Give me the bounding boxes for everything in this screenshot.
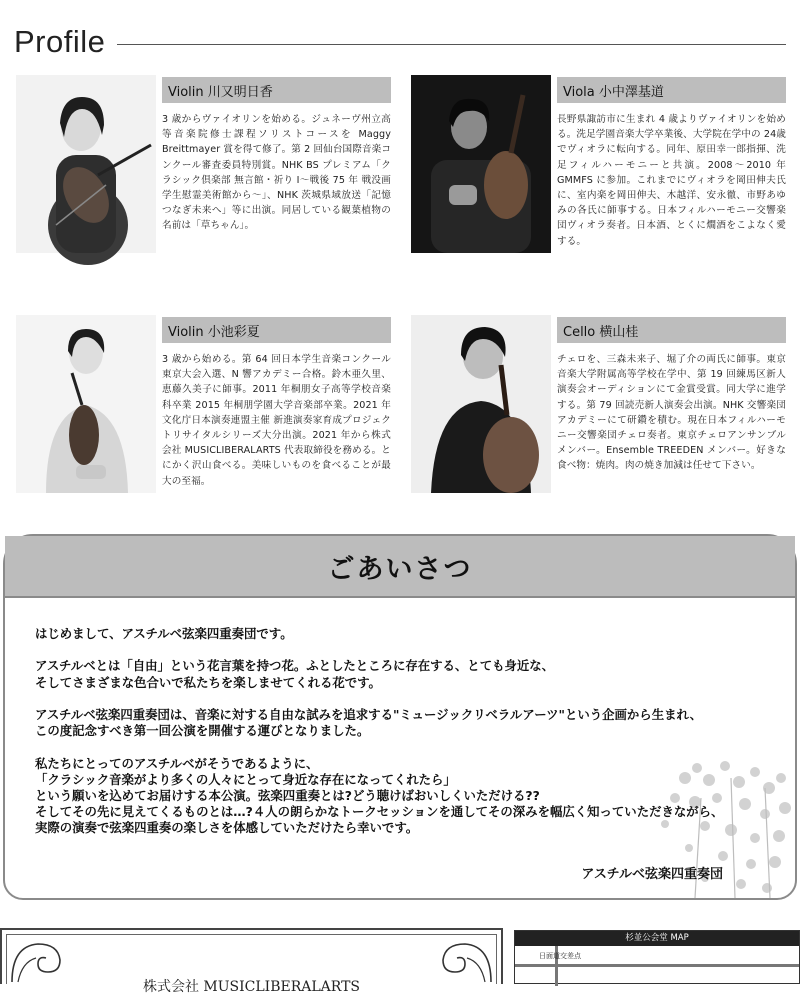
- greeting-title: ごあいさつ: [327, 553, 473, 585]
- member-name-konakazawa: Viola 小中澤基道: [557, 77, 786, 103]
- map-crossing-label: 日面道交差点: [539, 952, 581, 960]
- member-name-yokoyama: Cello 横山桂: [557, 317, 786, 343]
- violinist-portrait-icon: [16, 315, 156, 493]
- member-bio-koike: 3 歳から始める。第 64 回日本学生音楽コンクール東京大会入選、N 響アカデミー合格。鈴木亜久里、恵藤久美子に師事。2011 年桐朋女子高等学校音楽科卒業 2015 年桐朋学園大学音楽部卒業。2021 年文化庁日本演奏連盟主催 新進演奏家育成プロジェクトリサイタルシリーズ大分出演。2021 年から株式会社 MUSICLIBERALARTS 代表取締役を務める。とにかく沢山食べる。美味しいものを食べることが最大の至福。: [162, 354, 391, 487]
- greeting-paragraph: アスチルベ弦楽四重奏団は、音楽に対する自由な試みを追求する"ミュージックリベラルアーツ"という企画から生まれ、 この度記念すべき第一回公演を開催する運びとなりました。: [35, 706, 703, 739]
- greeting-paragraph: 私たちにとってのアスチルベがそうであるように、 「クラシック音楽がより多くの人々にとって身近な存在になってくれたら」 という願いを込めてお届けする本公演。弦楽四重奏とは?どう聴けばおいしくいただける?? そしてその先に見えてくるものとは…?４人の朗らかなトークセッションを通してその深みを幅広く知っていただきながら、 実際の演奏で弦楽四重奏の楽しさを体感していただけたら幸いです。: [35, 755, 724, 836]
- member-card-kawamata: [16, 75, 391, 255]
- company-name: 株式会社 MUSICLIBERALARTS: [142, 979, 361, 995]
- member-photo-konakazawa: [411, 75, 551, 253]
- member-photo-kawamata: [16, 75, 156, 253]
- greeting-paragraph: アスチルベとは「自由」という花言葉を持つ花。ふとしたところに存在する、とても身近な、 そしてさまざまな色合いで私たちを楽しませてくれる花です。: [35, 658, 555, 690]
- venue-map: [514, 930, 800, 984]
- violinist-portrait-icon: [16, 75, 156, 253]
- map-title: 杉並公会堂 MAP: [515, 931, 799, 946]
- member-photo-koike: [16, 315, 156, 493]
- member-bio-yokoyama: チェロを、三森未来子、堀了介の両氏に師事。東京音楽大学附属高等学校在学中、第 19 回練馬区新人演奏会オーディションにて金賞受賞。同大学に進学する。第 79 回読売新人演奏会出演。NHK 交響楽団アカデミーにて研鑽を積む。現在日本フィルハーモニー交響楽団チェロ奏者。東京チェロアンサンブルメンバー。Ensemble TREEDEN メンバー。好きな食べ物：焼肉。肉の焼き加減は任せて下さい。: [557, 354, 786, 472]
- member-name-koike: Violin 小池彩夏: [162, 317, 391, 343]
- member-card-yokoyama: [411, 315, 786, 495]
- greeting-header: [5, 536, 795, 598]
- member-name-kawamata: Violin 川又明日香: [162, 77, 391, 103]
- profile-header: [14, 22, 786, 62]
- violist-portrait-icon: [411, 75, 551, 253]
- greeting-body: [35, 626, 795, 837]
- greeting-box: [3, 534, 797, 900]
- member-photo-yokoyama: [411, 315, 551, 493]
- company-frame: [0, 928, 503, 995]
- profile-divider: [117, 44, 786, 45]
- member-bio-kawamata: 3 歳からヴァイオリンを始める。ジュネーヴ州立高等音楽院修士課程ソリストコースを Maggy Breittmayer 賞を得て修了。第 2 回仙台国際音楽コンクール審査委員特別賞。NHK BS プレミアム「クラシック倶楽部 無言館・祈り I〜戦後 75 年 戦没画学生慰霊美術館から〜」、NHK 茨城県域放送「記憶つなぎ未来へ」等に出演。同居している観葉植物の名前は「草ちゃん」。: [162, 114, 392, 232]
- profile-title: Profile: [14, 24, 106, 59]
- member-card-konakazawa: [411, 75, 786, 255]
- member-card-koike: [16, 315, 391, 495]
- member-bio-konakazawa: 長野県諏訪市に生まれ 4 歳よりヴァイオリンを始める。洗足学園音楽大学卒業後、大学院在学中の 24歳でヴィオラに転向する。同年、原田幸一郎指揮、洗足フィルハーモニーと共演。2008〜2010 年 GMMFS に参加。これまでにヴィオラを岡田伸夫氏に、室内楽を岡田伸夫、木越洋、安永徹、市野あゆみの各氏に師事する。日本フィルハーモニー交響楽団ヴィオラ奏者。日本酒、とくに燗酒をこよなく愛する。: [557, 114, 786, 247]
- greeting-paragraph: はじめまして、アスチルベ弦楽四重奏団です。: [35, 626, 293, 641]
- greeting-signature: アスチルベ弦楽四重奏団: [581, 867, 723, 882]
- cellist-portrait-icon: [411, 315, 551, 493]
